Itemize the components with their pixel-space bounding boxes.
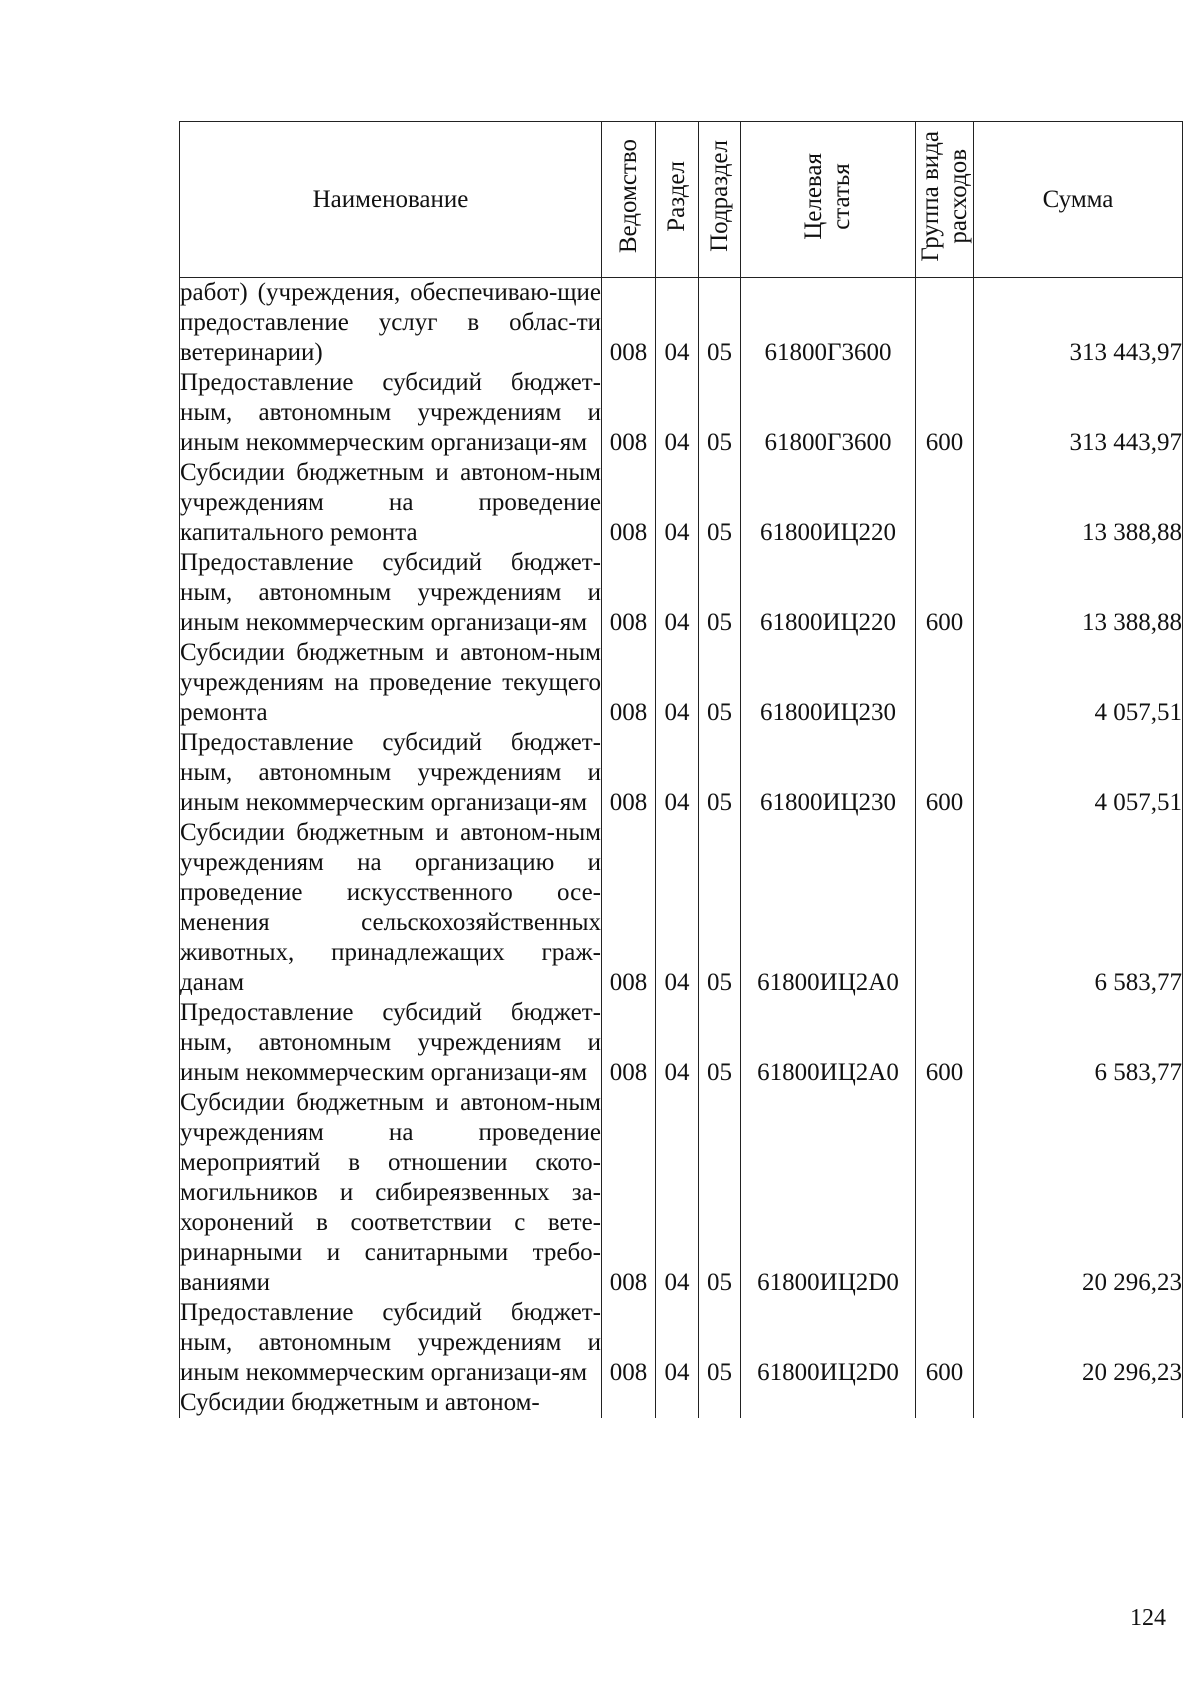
header-razdel-label: Раздел: [663, 160, 690, 232]
header-gruppa-label: Группа вида расходов: [916, 130, 972, 262]
row-vedomstvo: 008: [602, 818, 656, 998]
row-name: Субсидии бюджетным и автоном-ным учреждениям на проведение капитального ремонта: [180, 459, 601, 546]
row-name: Субсидии бюджетным и автоном-ным учреждениям на проведение текущего ремонта: [180, 639, 601, 726]
row-razdel: 04: [656, 998, 699, 1088]
row-podrazdel: 05: [699, 638, 741, 728]
row-vedomstvo: 008: [602, 998, 656, 1088]
row-razdel: 04: [656, 638, 699, 728]
row-vedomstvo: 008: [602, 1298, 656, 1388]
row-summa: 4 057,51: [974, 728, 1183, 818]
header-row: [180, 122, 1183, 278]
row-podrazdel: 05: [699, 458, 741, 548]
header-celevaya-label: Целевая статья: [800, 152, 855, 240]
row-gruppa: [916, 1088, 974, 1298]
header-name: [180, 122, 602, 278]
row-vedomstvo: 008: [602, 548, 656, 638]
row-gruppa: 600: [916, 548, 974, 638]
row-gruppa: [916, 638, 974, 728]
row-gruppa: [916, 278, 974, 369]
row-vedomstvo: 008: [602, 278, 656, 369]
row-name: Субсидии бюджетным и автоном-ным учреждениям на организацию и проведение искусственного осе-менения сельскохозяйственных животных, принадлежащих граж-данам: [180, 819, 601, 996]
row-razdel: 04: [656, 728, 699, 818]
table-row: [180, 818, 1183, 998]
table-row: [180, 638, 1183, 728]
header-podrazdel: [699, 122, 741, 278]
row-celevaya: 61800ИЦ2D0: [741, 1088, 916, 1298]
table-row: [180, 548, 1183, 638]
header-gruppa: [916, 122, 974, 278]
row-summa: 4 057,51: [974, 638, 1183, 728]
row-razdel: 04: [656, 278, 699, 369]
row-gruppa: 600: [916, 368, 974, 458]
row-razdel: 04: [656, 548, 699, 638]
header-vedomstvo-label: Ведомство: [614, 138, 642, 254]
row-celevaya: 61800ИЦ230: [741, 728, 916, 818]
row-name: Субсидии бюджетным и автоном-ным учреждениям на проведение мероприятий в отношении ското-могильников и сибиреязвенных за-хоронений в соответствии с вете-ринарными и санитарными требо-ваниями: [180, 1089, 601, 1296]
page-number: 124: [1130, 1605, 1166, 1631]
row-celevaya: 61800ИЦ2А0: [741, 818, 916, 998]
row-razdel: 04: [656, 368, 699, 458]
row-podrazdel: 05: [699, 818, 741, 998]
table-row: [180, 1298, 1183, 1388]
row-name: Субсидии бюджетным и автоном-: [180, 1388, 602, 1418]
table-row: [180, 728, 1183, 818]
row-razdel: 04: [656, 458, 699, 548]
row-summa: 13 388,88: [974, 548, 1183, 638]
row-vedomstvo: 008: [602, 638, 656, 728]
budget-table: [179, 121, 1183, 1418]
table-row: [180, 998, 1183, 1088]
row-razdel: 04: [656, 818, 699, 998]
row-podrazdel: 05: [699, 548, 741, 638]
header-summa: [974, 122, 1183, 278]
row-summa: 13 388,88: [974, 458, 1183, 548]
table-row: [180, 368, 1183, 458]
header-vedomstvo: [602, 122, 656, 278]
header-celevaya: [741, 122, 916, 278]
row-summa: 20 296,23: [974, 1298, 1183, 1388]
header-razdel: [656, 122, 699, 278]
budget-table-container: [179, 121, 1182, 1418]
header-podrazdel-label: Подраздел: [705, 140, 733, 252]
header-name-label: Наименование: [312, 185, 469, 213]
row-gruppa: [916, 458, 974, 548]
row-summa: 6 583,77: [974, 998, 1183, 1088]
row-vedomstvo: 008: [602, 458, 656, 548]
row-gruppa: 600: [916, 728, 974, 818]
row-celevaya: 61800Г3600: [741, 368, 916, 458]
row-name: Предоставление субсидий бюджет-ным, автономным учреждениям и иным некоммерческим организаци-ям: [180, 729, 601, 816]
row-celevaya: 61800ИЦ220: [741, 458, 916, 548]
row-name: Предоставление субсидий бюджет-ным, автономным учреждениям и иным некоммерческим организаци-ям: [180, 999, 601, 1086]
row-gruppa: [916, 818, 974, 998]
row-vedomstvo: 008: [602, 368, 656, 458]
row-celevaya: 61800ИЦ220: [741, 548, 916, 638]
row-gruppa: [916, 1388, 974, 1418]
row-name: Предоставление субсидий бюджет-ным, автономным учреждениям и иным некоммерческим организаци-ям: [180, 1299, 601, 1386]
row-celevaya: 61800ИЦ2А0: [741, 998, 916, 1088]
row-razdel: 04: [656, 1088, 699, 1298]
row-summa: 6 583,77: [974, 818, 1183, 998]
row-gruppa: 600: [916, 998, 974, 1088]
row-celevaya: [741, 1388, 916, 1418]
row-vedomstvo: 008: [602, 728, 656, 818]
row-podrazdel: 05: [699, 278, 741, 369]
row-podrazdel: 05: [699, 1298, 741, 1388]
row-name: Предоставление субсидий бюджет-ным, автономным учреждениям и иным некоммерческим организаци-ям: [180, 549, 601, 636]
row-name: Предоставление субсидий бюджет-ным, автономным учреждениям и иным некоммерческим организаци-ям: [180, 369, 601, 456]
row-summa: 313 443,97: [974, 368, 1183, 458]
row-name: работ) (учреждения, обеспечиваю-щие предоставление услуг в облас-ти ветеринарии): [180, 279, 601, 366]
row-summa: 20 296,23: [974, 1088, 1183, 1298]
header-summa-label: Сумма: [1042, 185, 1114, 213]
row-vedomstvo: 008: [602, 1088, 656, 1298]
row-podrazdel: 05: [699, 1088, 741, 1298]
row-summa: 313 443,97: [974, 278, 1183, 369]
row-podrazdel: 05: [699, 728, 741, 818]
row-vedomstvo: [602, 1388, 656, 1418]
row-razdel: [656, 1388, 699, 1418]
row-celevaya: 61800Г3600: [741, 278, 916, 369]
table-row: [180, 1388, 1183, 1418]
row-podrazdel: 05: [699, 368, 741, 458]
row-podrazdel: 05: [699, 998, 741, 1088]
table-row: [180, 278, 1183, 369]
table-row: [180, 458, 1183, 548]
table-row: [180, 1088, 1183, 1298]
row-razdel: 04: [656, 1298, 699, 1388]
row-podrazdel: [699, 1388, 741, 1418]
row-celevaya: 61800ИЦ230: [741, 638, 916, 728]
row-summa: [974, 1388, 1183, 1418]
row-celevaya: 61800ИЦ2D0: [741, 1298, 916, 1388]
row-gruppa: 600: [916, 1298, 974, 1388]
